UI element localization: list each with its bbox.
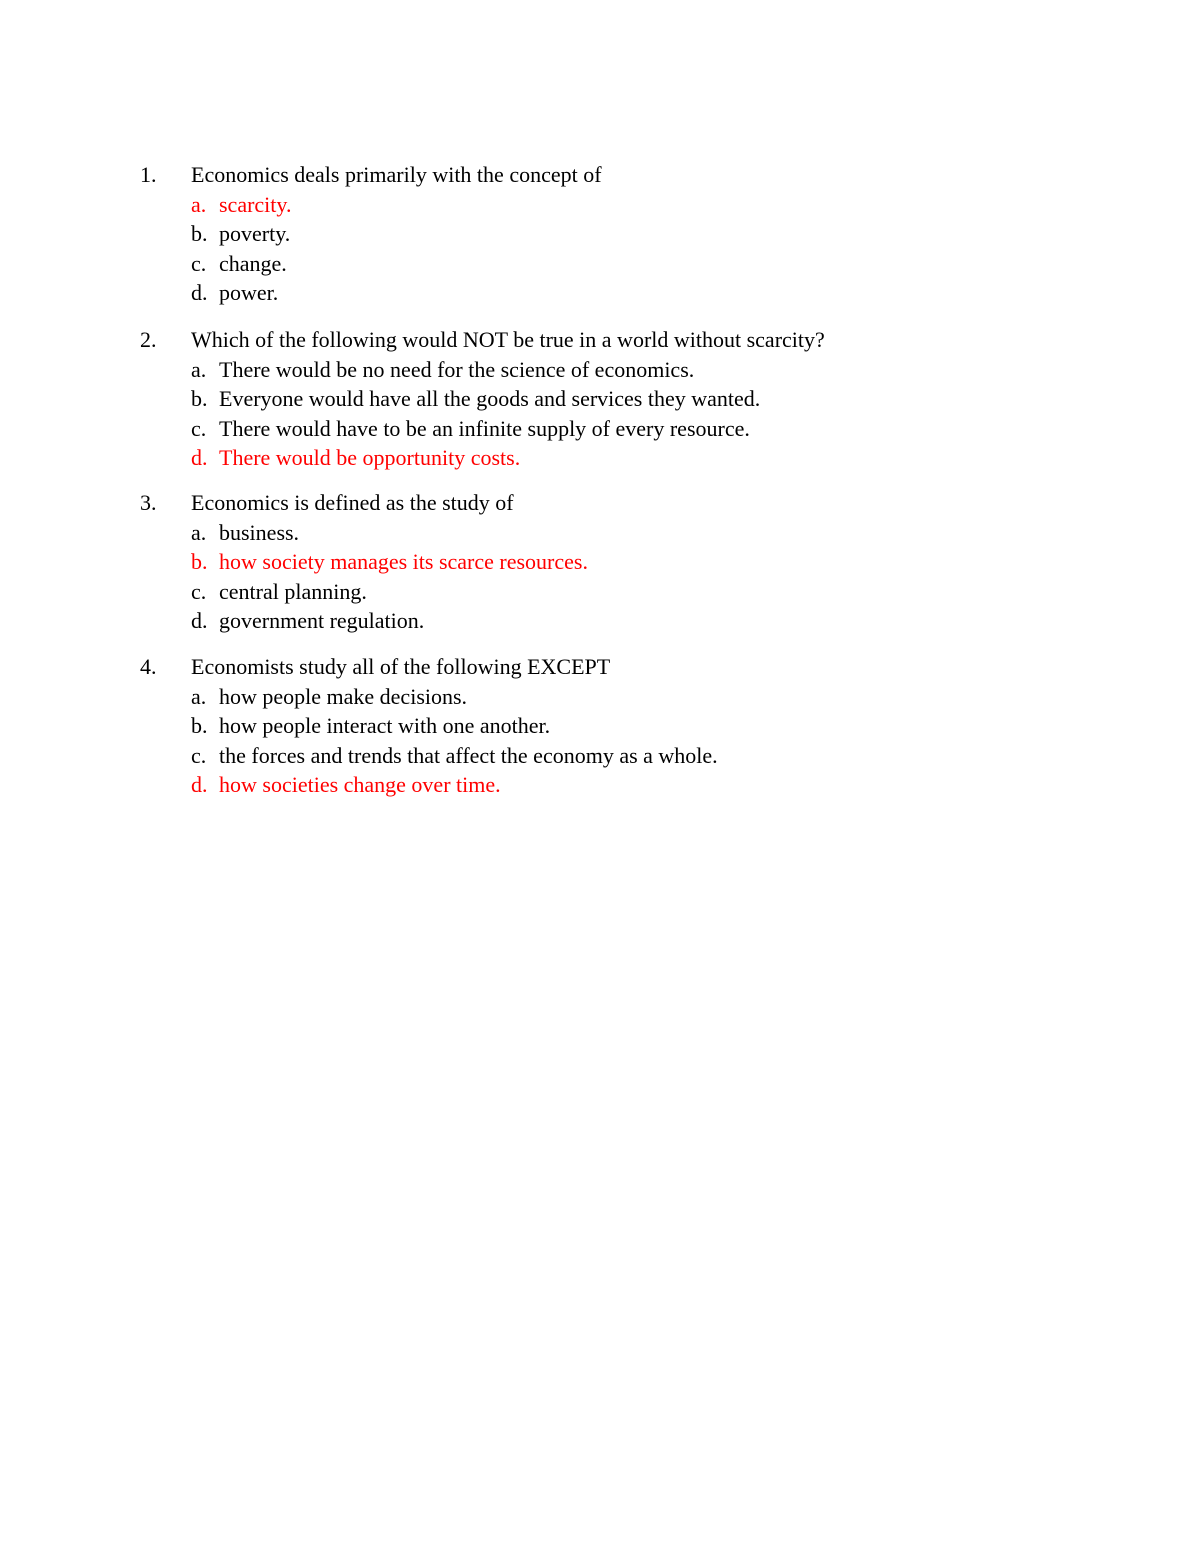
option-text: There would have to be an infinite supply of every resource. — [219, 415, 750, 441]
answer-option-d — [0, 278, 1200, 308]
option-text: the forces and trends that affect the economy as a whole. — [219, 742, 718, 768]
answer-option-a — [0, 355, 1200, 385]
option-text: Everyone would have all the goods and services they wanted. — [219, 386, 761, 411]
answer-option-a — [0, 518, 1200, 548]
option-text: government regulation. — [219, 608, 425, 633]
option-letter: b. — [191, 221, 208, 246]
answer-option-c — [0, 414, 1200, 444]
answer-option-b — [0, 384, 1200, 414]
option-letter: c. — [191, 742, 207, 768]
question-stem — [0, 488, 1200, 518]
question-stem — [0, 652, 1200, 682]
option-letter: d. — [191, 445, 208, 470]
question-4 — [0, 652, 1200, 800]
option-text: how societies change over time. — [219, 772, 501, 797]
option-letter: a. — [191, 683, 207, 709]
question-stem — [0, 325, 1200, 355]
answer-option-a — [0, 190, 1200, 220]
option-letter: d. — [191, 772, 208, 797]
option-letter: c. — [191, 415, 207, 441]
question-1 — [0, 160, 1200, 308]
answer-option-c — [0, 249, 1200, 279]
question-number: 3. — [140, 490, 157, 515]
question-number: 1. — [140, 162, 157, 187]
option-text: poverty. — [219, 221, 291, 246]
option-letter: a. — [191, 356, 207, 382]
option-text: how people make decisions. — [219, 683, 468, 709]
option-text: business. — [219, 519, 300, 545]
question-number: 4. — [140, 654, 157, 679]
option-letter: a. — [191, 191, 207, 217]
option-text: how society manages its scarce resources. — [219, 549, 588, 574]
option-letter: b. — [191, 386, 208, 411]
option-letter: b. — [191, 713, 208, 738]
option-text: scarcity. — [219, 191, 292, 217]
answer-option-b — [0, 711, 1200, 741]
question-3 — [0, 488, 1200, 636]
answer-option-c — [0, 741, 1200, 771]
answer-option-a — [0, 682, 1200, 712]
answer-option-d — [0, 606, 1200, 636]
option-text: power. — [219, 280, 279, 305]
option-text: There would be opportunity costs. — [219, 445, 521, 470]
option-text: how people interact with one another. — [219, 713, 551, 738]
option-letter: c. — [191, 250, 207, 276]
question-2 — [0, 325, 1200, 473]
answer-option-c — [0, 577, 1200, 607]
question-text: Economists study all of the following EXCEPT — [191, 654, 611, 679]
option-text: central planning. — [219, 578, 367, 604]
option-letter: d. — [191, 280, 208, 305]
option-letter: c. — [191, 578, 207, 604]
option-letter: a. — [191, 519, 207, 545]
question-stem — [0, 160, 1200, 190]
answer-option-d — [0, 443, 1200, 473]
answer-option-d — [0, 770, 1200, 800]
question-text: Economics is defined as the study of — [191, 490, 514, 515]
option-letter: b. — [191, 549, 208, 574]
answer-option-b — [0, 219, 1200, 249]
option-letter: d. — [191, 608, 208, 633]
answer-option-b — [0, 547, 1200, 577]
option-text: change. — [219, 250, 287, 276]
question-number: 2. — [140, 327, 157, 352]
option-text: There would be no need for the science of economics. — [219, 356, 695, 382]
question-text: Which of the following would NOT be true in a world without scarcity? — [191, 327, 825, 352]
question-text: Economics deals primarily with the concept of — [191, 162, 602, 187]
